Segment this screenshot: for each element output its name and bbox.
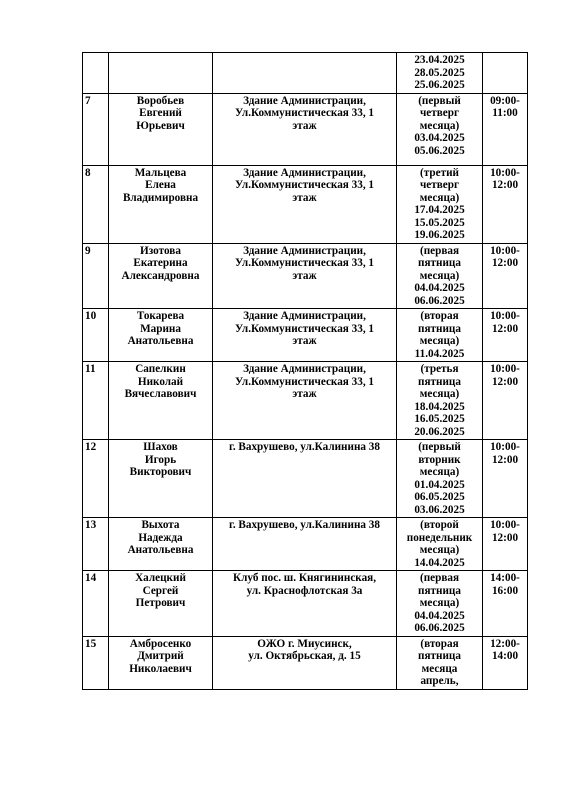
date-line: (вторая <box>420 637 459 650</box>
place-line: Здание Администрации, <box>243 94 366 107</box>
name-line: Выхота <box>141 519 180 531</box>
place-line: Ул.Коммунистическая 33, 1 <box>234 375 375 388</box>
reception-dates <box>397 93 483 165</box>
table-row <box>83 165 528 243</box>
name-line: Петрович <box>135 597 186 609</box>
date-line: 03.04.2025 <box>414 132 465 144</box>
place-line: Здание Администрации, <box>243 363 366 375</box>
reception-place <box>213 440 397 518</box>
table-row <box>83 243 528 309</box>
time-line: 10:00- <box>490 363 520 375</box>
date-line: месяца) <box>419 388 460 400</box>
time-line: 12:00 <box>491 453 519 466</box>
date-line: пятница <box>418 375 461 388</box>
reception-time <box>483 362 528 440</box>
row-number: 11 <box>83 362 109 440</box>
time-line: 10:00- <box>490 519 520 531</box>
date-line: пятница <box>418 322 461 335</box>
place-line: Здание Администрации, <box>243 244 366 257</box>
reception-time <box>483 309 528 362</box>
name-line: Мальцева <box>134 166 187 179</box>
name-line: Сергей <box>142 584 179 597</box>
place-line: Ул.Коммунистическая 33, 1 <box>234 322 375 335</box>
row-number: 15 <box>83 636 109 689</box>
reception-dates <box>397 636 483 689</box>
time-line: 10:00- <box>490 244 520 257</box>
date-line: пятница <box>418 650 461 662</box>
person-name <box>109 362 213 440</box>
reception-time <box>483 571 528 637</box>
reception-place <box>213 636 397 689</box>
name-line: Дмитрий <box>137 650 184 662</box>
date-line: (первая <box>419 244 460 257</box>
name-line: Николай <box>137 375 184 388</box>
row-number: 8 <box>83 165 109 243</box>
reception-place <box>213 362 397 440</box>
date-line: 28.05.2025 <box>414 66 465 79</box>
date-line: 19.06.2025 <box>414 229 465 241</box>
table-row <box>83 362 528 440</box>
name-line: Изотова <box>140 244 181 257</box>
date-line: (первая <box>419 572 460 584</box>
place-line: ул. Октябрьская, д. 15 <box>248 650 361 662</box>
date-line: (вторая <box>420 310 459 322</box>
date-line: 06.05.2025 <box>414 491 465 503</box>
reception-time <box>483 165 528 243</box>
name-line: Шахов <box>143 441 178 453</box>
reception-place <box>213 53 397 94</box>
date-line: (второй <box>420 519 459 531</box>
date-line: 20.06.2025 <box>414 425 465 438</box>
place-line: Здание Администрации, <box>243 166 366 179</box>
name-line: Вячеславович <box>124 388 197 400</box>
date-line: месяца) <box>419 269 460 282</box>
time-line: 10:00- <box>490 166 520 179</box>
name-line: Игорь <box>144 453 177 466</box>
reception-dates <box>397 440 483 518</box>
time-line: 10:00- <box>490 310 520 322</box>
person-name <box>109 243 213 309</box>
date-line: (первый <box>418 94 461 107</box>
time-line: 12:00 <box>491 322 519 335</box>
date-line: 06.06.2025 <box>414 294 465 307</box>
date-line: 16.05.2025 <box>414 413 465 425</box>
time-line: 16:00 <box>491 584 519 597</box>
time-line: 12:00 <box>491 179 519 191</box>
time-line: 12:00 <box>491 531 519 544</box>
row-number: 7 <box>83 93 109 165</box>
time-line: 10:00- <box>490 441 520 453</box>
date-line: 18.04.2025 <box>414 400 465 413</box>
date-line: 14.04.2025 <box>414 556 465 569</box>
time-line: 12:00 <box>491 375 519 388</box>
date-line: месяца) <box>419 466 460 478</box>
place-line: этаж <box>292 119 317 132</box>
name-line: Евгений <box>139 107 182 119</box>
date-line: 06.06.2025 <box>414 622 465 634</box>
table-row <box>83 636 528 689</box>
time-line: 12:00 <box>491 257 519 269</box>
reception-time <box>483 243 528 309</box>
reception-time <box>483 518 528 571</box>
row-number: 9 <box>83 243 109 309</box>
time-line: 11:00 <box>492 107 518 119</box>
reception-dates <box>397 362 483 440</box>
place-line: Ул.Коммунистическая 33, 1 <box>234 107 375 119</box>
reception-dates <box>397 53 483 94</box>
person-name <box>109 636 213 689</box>
date-line: пятница <box>418 584 461 597</box>
date-line: апрель, <box>420 675 459 687</box>
row-number: 13 <box>83 518 109 571</box>
person-name <box>109 571 213 637</box>
table-row <box>83 53 528 94</box>
name-line: Елена <box>145 179 176 191</box>
name-line: Владимировна <box>122 191 199 204</box>
table-row <box>83 440 528 518</box>
date-line: месяца) <box>419 191 460 204</box>
date-line: месяца) <box>419 335 460 347</box>
reception-place <box>213 165 397 243</box>
name-line: Екатерина <box>133 257 188 269</box>
reception-dates <box>397 165 483 243</box>
name-line: Викторович <box>129 466 192 478</box>
reception-dates <box>397 518 483 571</box>
date-line: вторник <box>418 453 461 466</box>
reception-dates <box>397 571 483 637</box>
date-line: четверг <box>419 179 460 191</box>
row-number: 12 <box>83 440 109 518</box>
date-line: 03.06.2025 <box>414 503 465 516</box>
name-line: Александровна <box>121 269 200 282</box>
place-line: этаж <box>292 335 317 347</box>
reception-time <box>483 93 528 165</box>
date-line: месяца <box>421 662 458 675</box>
date-line: 25.06.2025 <box>414 79 465 91</box>
reception-time <box>483 53 528 94</box>
name-line: Амбросенко <box>129 637 192 650</box>
date-line: (третий <box>420 166 459 179</box>
name-line: Воробьев <box>136 94 185 107</box>
reception-place <box>213 243 397 309</box>
name-line: Марина <box>140 322 181 335</box>
name-line: Надежда <box>138 531 183 544</box>
person-name <box>109 93 213 165</box>
place-line: этаж <box>292 191 317 204</box>
person-name <box>109 165 213 243</box>
place-line: Ул.Коммунистическая 33, 1 <box>234 257 375 269</box>
reception-place <box>213 309 397 362</box>
place-line: Здание Администрации, <box>243 310 366 322</box>
reception-time <box>483 440 528 518</box>
place-line: ОЖО г. Миусинск, <box>257 637 352 650</box>
place-line: г. Вахрушево, ул.Калинина 38 <box>229 441 380 453</box>
date-line: 05.06.2025 <box>414 144 465 157</box>
reception-dates <box>397 243 483 309</box>
name-line: Анатольевна <box>127 335 194 347</box>
table-row <box>83 518 528 571</box>
date-line: 23.04.2025 <box>414 54 465 66</box>
table-row <box>83 93 528 165</box>
place-line: ул. Краснофлотская 3а <box>246 584 363 597</box>
place-line: Ул.Коммунистическая 33, 1 <box>234 179 375 191</box>
date-line: 17.04.2025 <box>414 204 465 216</box>
date-line: четверг <box>419 107 460 119</box>
name-line: Анатольевна <box>127 544 194 556</box>
date-line: пятница <box>418 257 461 269</box>
date-line: 11.04.2025 <box>414 347 465 360</box>
date-line: 01.04.2025 <box>414 478 465 491</box>
row-number: 14 <box>83 571 109 637</box>
reception-place <box>213 571 397 637</box>
name-line: Юрьевич <box>136 119 185 132</box>
person-name <box>109 518 213 571</box>
place-line: этаж <box>292 388 317 400</box>
date-line: месяца) <box>419 597 460 609</box>
date-line: (третья <box>420 363 459 375</box>
reception-place <box>213 93 397 165</box>
row-number: 10 <box>83 309 109 362</box>
table-row <box>83 571 528 637</box>
reception-dates <box>397 309 483 362</box>
date-line: 04.04.2025 <box>414 609 465 622</box>
date-line: 15.05.2025 <box>414 216 465 229</box>
name-line: Николаевич <box>129 662 192 675</box>
place-line: Клуб пос. ш. Княгининская, <box>232 572 377 584</box>
row-number <box>83 53 109 94</box>
place-line: г. Вахрушево, ул.Калинина 38 <box>229 519 380 531</box>
time-line: 14:00- <box>490 572 520 584</box>
date-line: (первый <box>418 441 461 453</box>
place-line: этаж <box>292 269 317 282</box>
reception-schedule-table <box>82 52 528 690</box>
person-name <box>109 53 213 94</box>
time-line: 12:00- <box>490 637 520 650</box>
name-line: Халецкий <box>135 572 186 584</box>
person-name <box>109 309 213 362</box>
date-line: месяца) <box>419 119 460 132</box>
date-line: понедельник <box>406 531 473 544</box>
reception-place <box>213 518 397 571</box>
time-line: 14:00 <box>491 650 519 662</box>
schedule-body <box>83 53 528 690</box>
time-line: 09:00- <box>490 94 520 107</box>
table-row <box>83 309 528 362</box>
date-line: месяца) <box>419 544 460 556</box>
person-name <box>109 440 213 518</box>
name-line: Токарева <box>136 310 185 322</box>
date-line: 04.04.2025 <box>414 282 465 294</box>
reception-time <box>483 636 528 689</box>
name-line: Сапелкин <box>135 363 186 375</box>
